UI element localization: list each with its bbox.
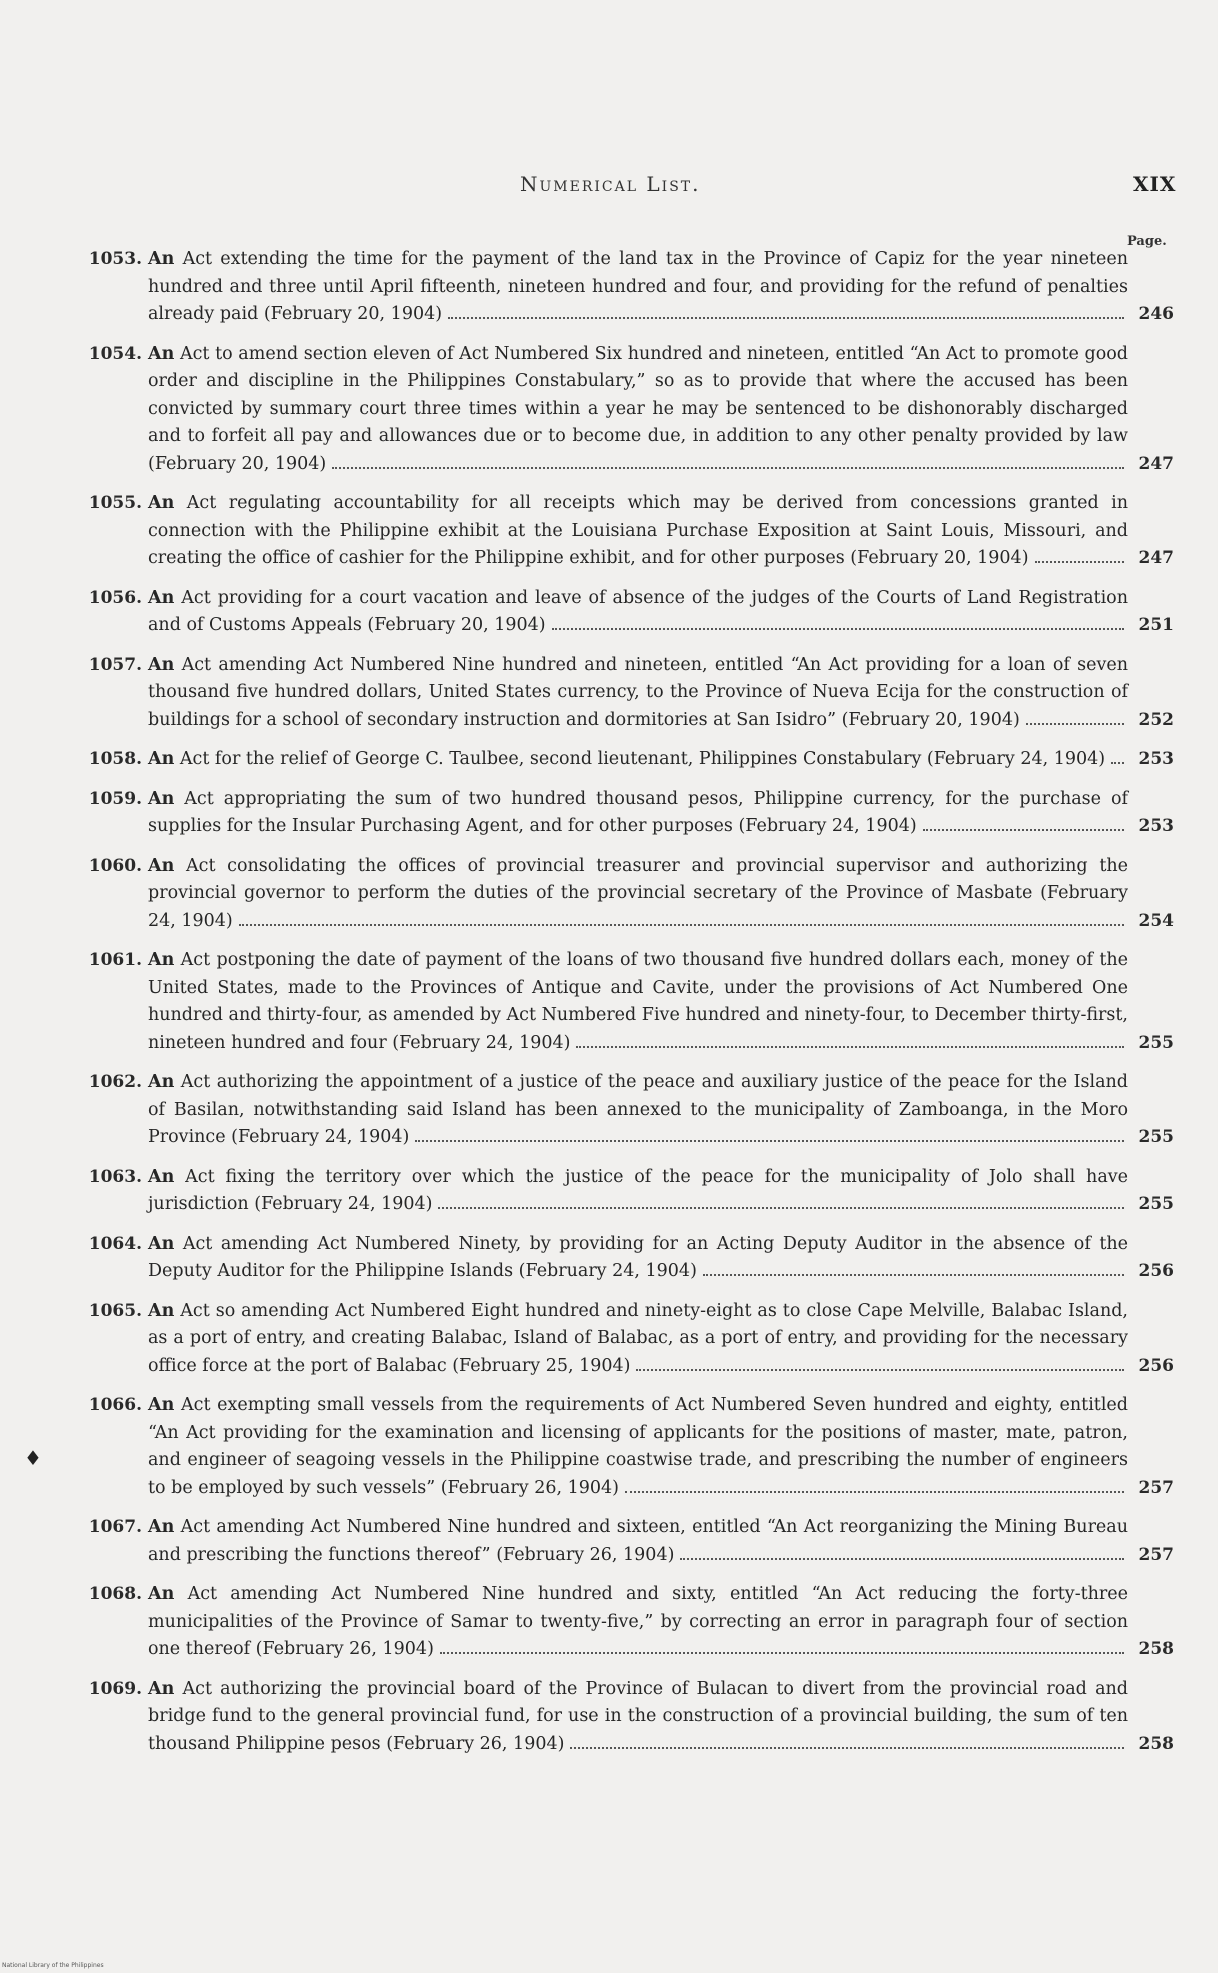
entry-page: 258 (1138, 1733, 1174, 1754)
entry-body: Act amending Act Numbered Ninety, by providing for an Acting Deputy Auditor in the absence of the Deputy Auditor for the Philippine Islands (February 24, 1904) (148, 1233, 1128, 1281)
entry-number: 1068. (88, 1584, 142, 1604)
entry-page: 255 (1138, 1194, 1174, 1214)
entry-body: Act to amend section eleven of Act Numbered Six hundred and nineteen, entitled “An Act to promote good order and discipline in the Philippines Constabulary,” so as to provide that where the accused has been convicted by summary court three times within a year he may be sentenced to be dishonorably discharged and to forfeit all pay and allowances due or to become due, in addition to any other penalty provided by law (February 20, 1904) (148, 343, 1128, 474)
entry-description (148, 652, 1128, 735)
entry-page: 258 (1138, 1639, 1174, 1659)
entry-description (148, 341, 1128, 479)
entry-number: 1060. (88, 855, 142, 876)
entry-body: Act fixing the territory over which the justice of the peace for the municipality of Jolo shall have jurisdiction (February 24, 1904) (148, 1166, 1128, 1214)
list-item (62, 786, 1182, 841)
entry-body: Act amending Act Numbered Nine hundred and nineteen, entitled “An Act providing for a loan of seven thousand five hundred dollars, United States currency, to the Province of Nueva Ecija for the construction of buildings for a school of secondary instruction and dormitories at San Isidro” (February 20, 1904) (148, 654, 1128, 730)
entry-description (148, 490, 1128, 573)
entry-page: 252 (1138, 709, 1174, 730)
entry-description (148, 585, 1128, 640)
page-title: Numerical List. (520, 172, 701, 196)
entry-number: 1061. (88, 950, 142, 970)
entry-lead: An (148, 1395, 175, 1415)
list-item (62, 490, 1182, 573)
entry-lead: An (148, 249, 175, 269)
list-item (62, 585, 1182, 640)
entry-lead: An (148, 855, 175, 876)
list-item (62, 1231, 1182, 1286)
entry-description (148, 853, 1128, 936)
entry-lead: An (148, 1517, 175, 1537)
footer-credit: National Library of the Philippines (2, 1962, 104, 1969)
leader-dots (332, 466, 1124, 469)
entry-lead: An (148, 950, 175, 970)
entry-number: 1062. (88, 1072, 142, 1092)
leader-dots (576, 1045, 1124, 1048)
entry-number: 1053. (88, 249, 142, 269)
entry-page: 255 (1138, 1127, 1174, 1147)
leader-dots (438, 1206, 1124, 1209)
entry-body: Act so amending Act Numbered Eight hundred and ninety-eight as to close Cape Melville, Balabac Island, as a port of entry, and creating Balabac, Island of Balabac, as a port of entry, and providing for the necessary office force at the port of Balabac (February 25, 1904) (148, 1300, 1128, 1376)
entry-body: Act consolidating the offices of provincial treasurer and provincial supervisor and authorizing the provincial governor to perform the duties of the provincial secretary of the Province of Masbate (February 24, 1904) (148, 855, 1128, 931)
entry-page: 257 (1138, 1544, 1174, 1565)
entry-lead: An (148, 493, 175, 513)
leader-dots (552, 627, 1124, 630)
list-item (62, 1514, 1182, 1569)
entry-lead: An (148, 788, 175, 809)
entry-description (148, 1514, 1128, 1569)
running-header (0, 172, 1218, 202)
entry-number: 1069. (88, 1678, 142, 1699)
entry-body: Act exempting small vessels from the requirements of Act Numbered Seven hundred and eighty, entitled “An Act providing for the examination and licensing of applicants for the positions of master, mate, patron, and engineer of seagoing vessels in the Philippine coastwise trade, and prescribing the number of engineers to be employed by such vessels” (February 26, 1904) (148, 1395, 1128, 1498)
entry-lead: An (148, 1584, 175, 1604)
entry-lead: An (148, 343, 175, 364)
entry-number: 1055. (88, 493, 142, 513)
entry-number: 1058. (88, 749, 142, 769)
margin-mark: ♦ (24, 1446, 42, 1470)
entry-page: 251 (1138, 615, 1174, 635)
list-item (62, 1164, 1182, 1219)
entry-page: 247 (1138, 453, 1174, 474)
entry-page: 253 (1138, 816, 1174, 836)
entry-description (148, 1298, 1128, 1381)
entry-body: Act regulating accountability for all receipts which may be derived from concessions granted in connection with the Philippine exhibit at the Louisiana Purchase Exposition at Saint Louis, Missouri, and creating the office of cashier for the Philippine exhibit, and for other purposes (February 20, 1904) (148, 493, 1128, 568)
entry-body: Act amending Act Numbered Nine hundred and sixty, entitled “An Act reducing the forty-three municipalities of the Province of Samar to twenty-five,” by correcting an error in paragraph four of section one thereof (February 26, 1904) (148, 1584, 1128, 1659)
leader-dots (923, 828, 1124, 831)
entry-description (148, 1581, 1128, 1664)
entry-number: 1056. (88, 587, 142, 608)
entry-body: Act postponing the date of payment of the loans of two thousand five hundred dollars each, money of the United States, made to the Provinces of Antique and Cavite, under the provisions of Act Numbered One hundred and thirty-four, as amended by Act Numbered Five hundred and ninety-four, to December thirty-first, nineteen hundred and four (February 24, 1904) (148, 950, 1128, 1053)
entry-lead: An (148, 1233, 175, 1254)
entry-body: Act extending the time for the payment of the land tax in the Province of Capiz for the year nineteen hundred and three until April fifteenth, nineteen hundred and four, and providing for the refund of penalties already paid (February 20, 1904) (148, 249, 1128, 324)
entry-body: Act appropriating the sum of two hundred thousand pesos, Philippine currency, for the purchase of supplies for the Insular Purchasing Agent, and for other purposes (February 24, 1904) (148, 788, 1128, 836)
entry-description (148, 746, 1128, 774)
entry-number: 1066. (88, 1395, 142, 1415)
leader-dots (570, 1746, 1124, 1749)
entry-page: 253 (1138, 749, 1174, 769)
entry-description (148, 1069, 1128, 1152)
entry-lead: An (148, 1072, 175, 1092)
page-number: XIX (1133, 172, 1177, 196)
leader-dots (448, 316, 1124, 319)
list-item (62, 341, 1182, 479)
leader-dots (1111, 761, 1124, 764)
entry-number: 1065. (88, 1300, 142, 1321)
entry-number: 1064. (88, 1233, 142, 1254)
entry-description (148, 1231, 1128, 1286)
entry-lead: An (148, 654, 175, 675)
entry-number: 1063. (88, 1166, 142, 1187)
entry-body: Act amending Act Numbered Nine hundred and sixteen, entitled “An Act reorganizing the Mining Bureau and prescribing the functions thereof” (February 26, 1904) (148, 1517, 1128, 1565)
list-item (62, 947, 1182, 1057)
entry-page: 254 (1138, 910, 1174, 931)
list-item (62, 1581, 1182, 1664)
entry-body: Act authorizing the appointment of a justice of the peace and auxiliary justice of the peace for the Island of Basilan, notwithstanding said Island has been annexed to the municipality of Zamboanga, in the Moro Province (February 24, 1904) (148, 1072, 1128, 1147)
entry-description (148, 1392, 1128, 1502)
entry-page: 256 (1138, 1355, 1174, 1376)
entry-page: 255 (1138, 1032, 1174, 1053)
entry-number: 1067. (88, 1517, 142, 1537)
entry-page: 246 (1138, 304, 1174, 324)
leader-dots (1026, 722, 1124, 725)
leader-dots (415, 1139, 1124, 1142)
entry-lead: An (148, 749, 175, 769)
entry-list (62, 246, 1182, 1770)
leader-dots (1035, 560, 1124, 563)
entry-lead: An (148, 1678, 175, 1699)
leader-dots (703, 1273, 1124, 1276)
entry-description (148, 786, 1128, 841)
list-item (62, 1676, 1182, 1759)
leader-dots (636, 1368, 1124, 1371)
list-item (62, 246, 1182, 329)
entry-description (148, 1676, 1128, 1759)
entry-page: 247 (1138, 548, 1174, 568)
entry-lead: An (148, 1300, 175, 1321)
entry-page: 256 (1138, 1261, 1174, 1281)
entry-page: 257 (1138, 1477, 1174, 1498)
entry-lead: An (148, 587, 175, 608)
leader-dots (625, 1490, 1124, 1493)
list-item (62, 853, 1182, 936)
entry-body: Act providing for a court vacation and leave of absence of the judges of the Courts of Land Registration and of Customs Appeals (February 20, 1904) (148, 587, 1128, 635)
entry-number: 1059. (88, 788, 142, 809)
entry-description (148, 1164, 1128, 1219)
leader-dots (440, 1651, 1124, 1654)
list-item (62, 746, 1182, 774)
leader-dots (680, 1557, 1124, 1560)
entry-body: Act authorizing the provincial board of the Province of Bulacan to divert from the provincial road and bridge fund to the general provincial fund, for use in the construction of a provincial building, the sum of ten thousand Philippine pesos (February 26, 1904) (148, 1678, 1128, 1754)
entry-lead: An (148, 1166, 175, 1187)
entry-description (148, 246, 1128, 329)
leader-dots (239, 923, 1124, 926)
entry-number: 1057. (88, 654, 142, 675)
list-item (62, 1069, 1182, 1152)
list-item (62, 652, 1182, 735)
list-item (62, 1298, 1182, 1381)
page-column-label: Page. (1127, 234, 1167, 249)
list-item (62, 1392, 1182, 1502)
entry-description (148, 947, 1128, 1057)
entry-body: Act for the relief of George C. Taulbee, second lieutenant, Philippines Constabulary (February 24, 1904) (179, 749, 1106, 769)
entry-number: 1054. (88, 343, 142, 364)
